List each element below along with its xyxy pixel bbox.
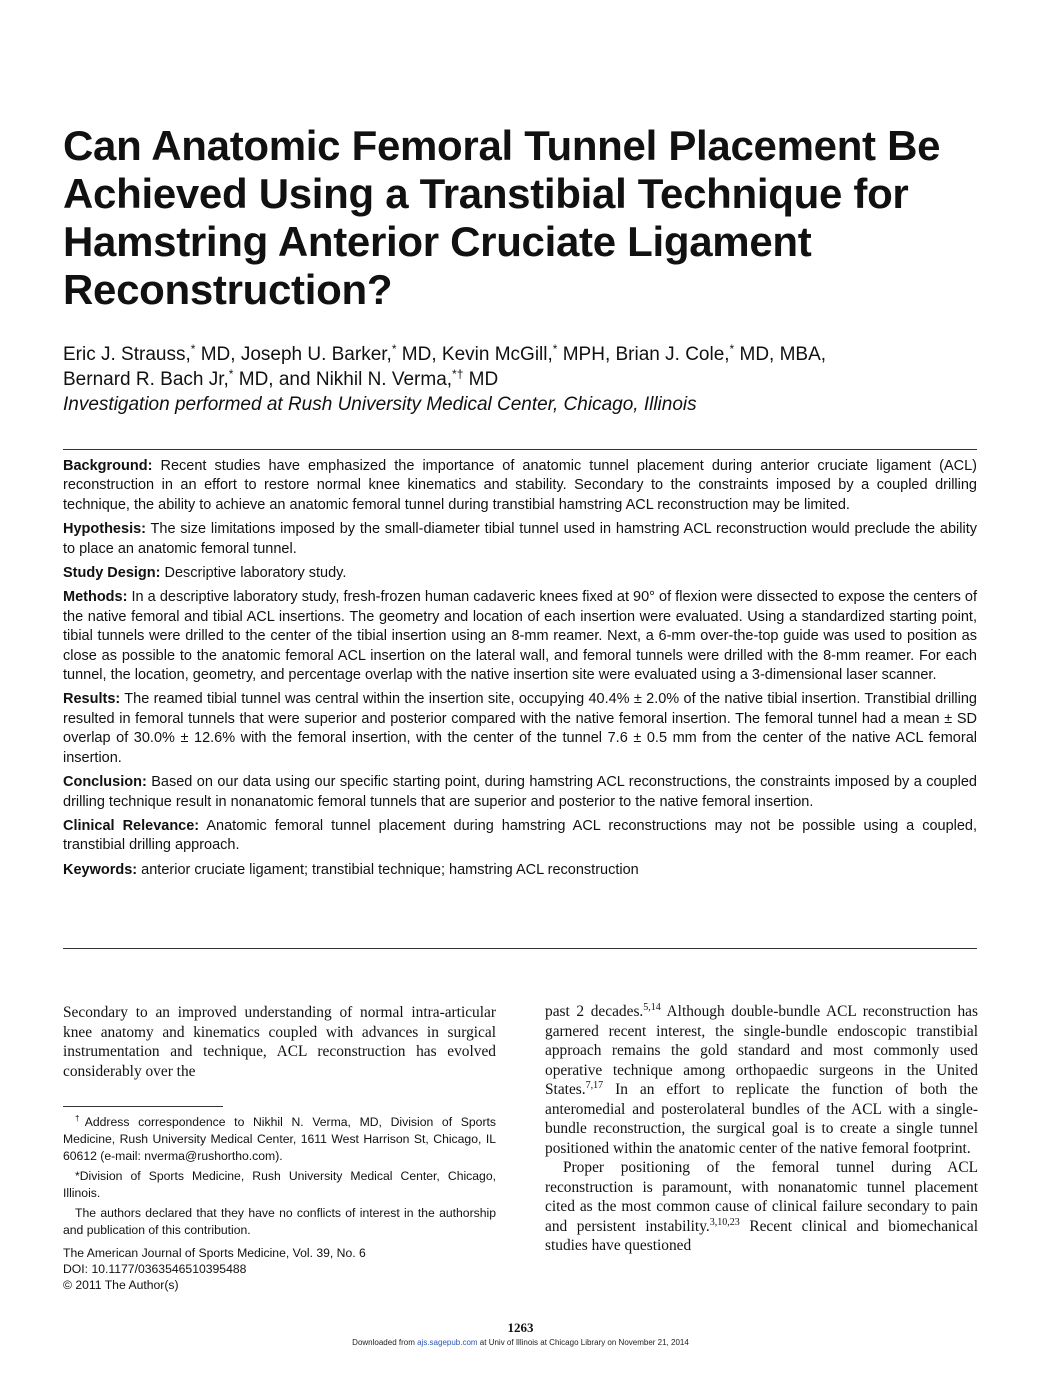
section-text: Based on our data using our specific starting point, during hamstring ACL reconstructions, the constraints imposed by a coupled drilling technique result in nonanatomic femoral tunnels that are superior and posterior to the native femoral insertion. — [63, 774, 978, 810]
footnote-text: Address correspondence to Nikhil N. Verma, MD, Division of Sports Medicine, Rush University Medical Center, 1611 West Harrison St, Chicago, IL 60612 (e-mail: nverma@rushortho.com). — [63, 1115, 496, 1163]
abstract-background — [63, 457, 977, 515]
section-label: Clinical Relevance: — [63, 817, 200, 834]
footnotes — [63, 1114, 496, 1242]
journal-citation: The American Journal of Sports Medicine, Vol. 39, No. 6 — [63, 1246, 366, 1260]
section-text: In a descriptive laboratory study, fresh-frozen human cadaveric knees fixed at 90° of flexion were dissected to expose the centers of the native femoral and tibial ACL insertions. The geometry and location of each insertion were evaluated. Using a standardized starting point, tibial tunnels were drilled to the center of the tibial insertion using an 8-mm reamer. Next, a 6-mm over-the-top guide was used to position as close as possible to the anatomic femoral ACL insertion on the lateral wall, and femoral tunnels were drilled with the 8-mm reamer. For each tunnel, the location, geometry, and percentage overlap with the native insertion site were evaluated using a 3-dimensional laser scanner. — [63, 589, 977, 684]
author-name: Eric J. Strauss, — [63, 344, 191, 365]
section-label: Methods: — [63, 589, 128, 606]
footnote-conflicts — [63, 1205, 496, 1239]
citation-ref: 5,14 — [643, 1002, 661, 1013]
body-text: Recent clinical and biomechanical studies have questioned — [545, 1217, 978, 1254]
journal-site-link[interactable]: ajs.sagepub.com — [417, 1338, 478, 1347]
footnote-division — [63, 1168, 496, 1202]
journal-info — [63, 1245, 496, 1293]
section-text: Anatomic femoral tunnel placement during hamstring ACL reconstructions may not be possible using a coupled, transtibial drilling approach. — [63, 817, 978, 854]
author-name: Nikhil N. Verma, — [315, 369, 453, 390]
abstract-study-design — [63, 564, 977, 583]
body-left-column: Secondary to an improved understanding of normal intra-articular knee anatomy and kinematics coupled with advances in surgical instrumentation and technique, ACL reconstruction has evolved considerably over the — [63, 1004, 496, 1080]
footnote-rule — [63, 1106, 223, 1107]
footnote-text: The authors declared that they have no conflicts of interest in the authorship and publication of this contribution. — [63, 1206, 496, 1237]
author-name: Brian J. Cole, — [615, 344, 730, 365]
download-prefix: Downloaded from — [352, 1338, 418, 1347]
body-paragraph — [545, 1158, 978, 1256]
abstract-conclusion — [63, 773, 977, 812]
section-label: Keywords: — [63, 861, 138, 878]
author-mark: * — [729, 342, 735, 356]
section-text: anterior cruciate ligament; transtibial technique; hamstring ACL reconstruction — [141, 861, 639, 878]
body-text: In an effort to replicate the function of both the anteromedial and posterolateral bundles of the ACL with a single-bundle reconstruction, the surgical goal is to create a single tunnel positioned within the anatomic center of the native femoral footprint. — [545, 1081, 978, 1157]
author-list — [63, 342, 993, 392]
section-label: Conclusion: — [63, 774, 147, 791]
body-text: past 2 decades. — [545, 1003, 644, 1020]
author-mark: * — [552, 342, 558, 356]
section-text: Descriptive laboratory study. — [164, 565, 347, 582]
author-name: Bernard R. Bach Jr, — [63, 369, 229, 390]
section-label: Results: — [63, 691, 121, 708]
download-notice — [0, 1338, 1041, 1347]
abstract-keywords — [63, 861, 977, 880]
institution-affiliation: Investigation performed at Rush University Medical Center, Chicago, Illinois — [63, 394, 697, 415]
footnote-text: *Division of Sports Medicine, Rush University Medical Center, Chicago, Illinois. — [63, 1169, 496, 1200]
download-suffix: at Univ of Illinois at Chicago Library on November 21, 2014 — [477, 1338, 689, 1347]
journal-copyright: © 2011 The Author(s) — [63, 1278, 179, 1292]
author-mark: * — [391, 342, 397, 356]
citation-ref: 3,10,23 — [709, 1216, 740, 1228]
journal-doi: DOI: 10.1177/0363546510395488 — [63, 1262, 247, 1276]
author-name: Kevin McGill, — [441, 344, 553, 365]
citation-ref: 7,17 — [585, 1080, 604, 1091]
abstract-top-rule — [63, 449, 977, 450]
author-degree: MPH, — [557, 344, 616, 365]
section-text: The size limitations imposed by the small-diameter tibial tunnel used in hamstring ACL reconstruction would preclude the ability to place an anatomic femoral tunnel. — [63, 521, 977, 557]
author-degree: MD — [463, 369, 499, 390]
footnote-mark: † — [75, 1114, 85, 1123]
author-degree: MD, — [396, 344, 442, 365]
article-title: Can Anatomic Femoral Tunnel Placement Be Achieved Using a Transtibial Technique for Hamstring Anterior Cruciate Ligament Reconstruction? — [63, 122, 941, 313]
body-text: Although double-bundle ACL reconstruction has garnered recent interest, the single-bundle endoscopic transtibial approach remains the gold standard and most commonly used operative technique among orthopaedic surgeons in the United States. — [545, 1003, 978, 1098]
section-text: The reamed tibial tunnel was central within the insertion site, occupying 40.4% ± 2.0% of the native tibial insertion. Transtibial drilling resulted in femoral tunnels that were superior and posterior compared with the native femoral insertion. The femoral tunnel had a mean ± SD overlap of 30.0% ± 12.6% with the femoral insertion, with the center of the tunnel 7.6 ± 0.5 mm from the center of the native ACL femoral insertion. — [63, 691, 977, 766]
abstract-clinical-relevance — [63, 817, 977, 856]
page-number: 1263 — [507, 1320, 534, 1335]
author-mark: * — [190, 342, 196, 356]
abstract-bottom-rule — [63, 948, 977, 949]
section-label: Study Design: — [63, 565, 161, 582]
abstract — [63, 457, 977, 885]
footnote-correspondence — [63, 1114, 496, 1165]
section-text: Recent studies have emphasized the importance of anatomic tunnel placement during anterior cruciate ligament (ACL) reconstruction in an effort to restore normal knee kinematics and stability. Secondary to the constraints imposed by a coupled drilling technique, the ability to achieve an anatomic femoral tunnel during transtibial hamstring ACL reconstruction may be limited. — [63, 458, 977, 513]
author-degree: MD, — [195, 344, 241, 365]
abstract-results — [63, 690, 977, 768]
section-label: Hypothesis: — [63, 521, 146, 538]
author-degree: MD, and — [233, 369, 316, 390]
abstract-methods — [63, 588, 977, 685]
body-text: Proper positioning of the femoral tunnel during ACL reconstruction is paramount, with nonanatomic tunnel placement cited as the most common cause of clinical failure secondary to pain and persistent instability. — [545, 1159, 978, 1235]
section-label: Background: — [63, 458, 153, 474]
abstract-hypothesis — [63, 520, 977, 559]
author-mark: *† — [452, 367, 464, 381]
body-right-column — [545, 1002, 978, 1256]
author-mark: * — [228, 367, 234, 381]
body-paragraph — [545, 1002, 978, 1158]
author-name: Joseph U. Barker, — [240, 344, 392, 365]
author-degree: MD, MBA, — [734, 344, 827, 365]
